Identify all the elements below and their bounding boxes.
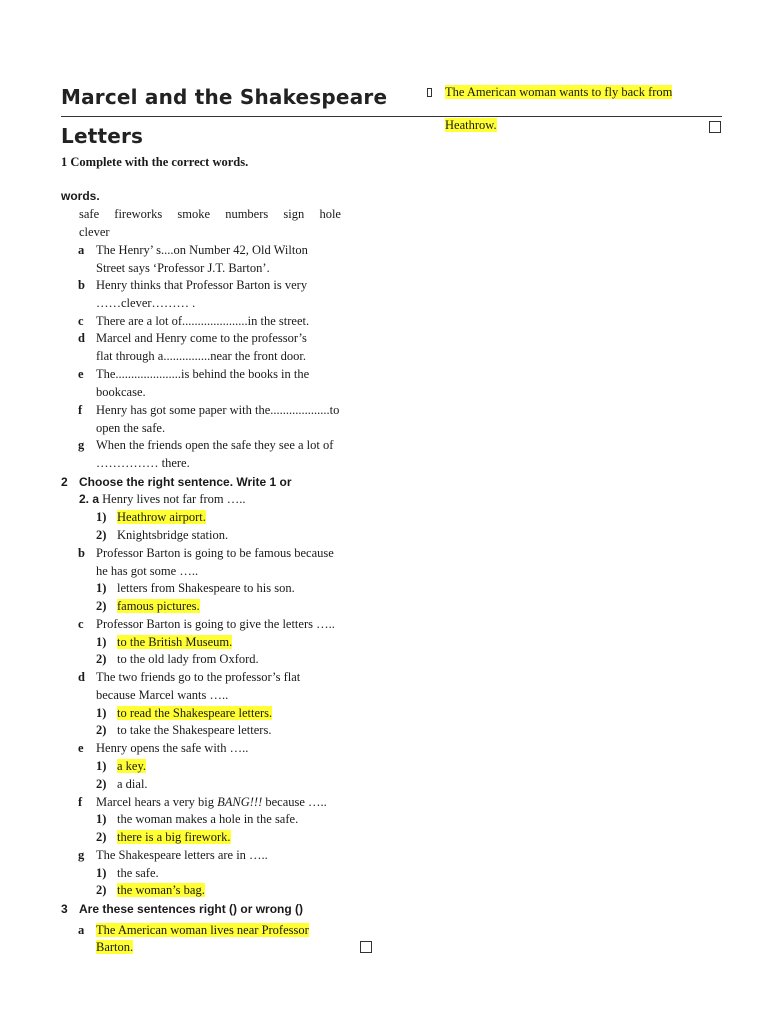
item-text: Henry has got some paper with the...................to	[96, 403, 340, 417]
item-text: The.....................is behind the books in the	[96, 367, 310, 381]
option-number: 1)	[96, 635, 107, 649]
option-text: the woman’s bag.	[117, 883, 205, 897]
section2-title: Choose the right sentence. Write 1 or	[79, 475, 292, 489]
option-text: famous pictures.	[117, 599, 200, 613]
option-text: to the British Museum.	[117, 635, 233, 649]
option-text: the safe.	[117, 866, 159, 880]
right-question-line1: The American woman wants to fly back from	[445, 85, 673, 99]
option-number: 2)	[96, 723, 107, 737]
item-letter: b	[78, 278, 85, 292]
item-text: open the safe.	[96, 421, 166, 435]
item-letter: g	[78, 848, 85, 862]
item-letter: f	[78, 403, 83, 417]
word-bank-item: sign	[283, 207, 305, 221]
item-letter: c	[78, 314, 84, 328]
item-text: The two friends go to the professor’s flat	[96, 670, 301, 684]
item-text: Henry lives not far from …..	[99, 492, 246, 506]
item-text: Professor Barton is going to give the letters …..	[96, 617, 335, 631]
option-text: there is a big firework.	[117, 830, 231, 844]
item-letter: a	[78, 243, 85, 257]
item-letter: e	[78, 367, 84, 381]
item-text: Marcel hears a very big BANG!!! because …..	[96, 795, 327, 809]
item-text: ……clever……… .	[96, 296, 196, 310]
item-letter: d	[78, 670, 85, 684]
section3-number: 3	[61, 902, 68, 916]
word-bank-item: smoke	[177, 207, 211, 221]
option-text: to take the Shakespeare letters.	[117, 723, 272, 737]
word-bank-item: numbers	[225, 207, 269, 221]
option-number: 2)	[96, 883, 107, 897]
option-text: to the old lady from Oxford.	[117, 652, 259, 666]
page-title-line1: Marcel and the Shakespeare	[61, 85, 388, 109]
option-text: a key.	[117, 759, 147, 773]
title-divider	[61, 116, 722, 117]
option-text: a dial.	[117, 777, 148, 791]
item-text: The Henry’ s....on Number 42, Old Wilton	[96, 243, 308, 257]
option-number: 1)	[96, 759, 107, 773]
option-number: 2)	[96, 830, 107, 844]
option-number: 2)	[96, 599, 107, 613]
section2-number: 2	[61, 475, 68, 489]
word-bank-item: clever	[79, 225, 110, 239]
item-letter: g	[78, 438, 85, 452]
option-text: Knightsbridge station.	[117, 528, 229, 542]
item-letter: e	[78, 741, 84, 755]
word-bank-item: safe	[79, 207, 100, 221]
section3-title: Are these sentences right () or wrong ()	[79, 902, 304, 916]
item-letter: b	[78, 546, 85, 560]
item-letter: a	[78, 923, 85, 937]
bullet-icon	[427, 88, 432, 97]
option-number: 1)	[96, 812, 107, 826]
item-text: bookcase.	[96, 385, 146, 399]
option-number: 2)	[96, 777, 107, 791]
section1-title: 1 Complete with the correct words.	[61, 155, 249, 169]
section2-title-cont: 2. a	[79, 492, 100, 506]
answer-checkbox[interactable]	[360, 941, 372, 953]
item-text: because Marcel wants …..	[96, 688, 229, 702]
page-title-line2: Letters	[61, 124, 144, 148]
option-number: 1)	[96, 510, 107, 524]
item-text: The Shakespeare letters are in …..	[96, 848, 268, 862]
item-text: he has got some …..	[96, 564, 199, 578]
right-question-line2: Heathrow.	[445, 118, 497, 132]
item-text: There are a lot of.....................in the street.	[96, 314, 310, 328]
option-number: 1)	[96, 581, 107, 595]
item-text: Henry thinks that Professor Barton is very	[96, 278, 308, 292]
item-letter: f	[78, 795, 83, 809]
item-text: Street says ‘Professor J.T. Barton’.	[96, 261, 270, 275]
option-number: 1)	[96, 866, 107, 880]
option-text: letters from Shakespeare to his son.	[117, 581, 295, 595]
item-text: When the friends open the safe they see a lot of	[96, 438, 334, 452]
option-text: the woman makes a hole in the safe.	[117, 812, 299, 826]
item-text: Barton.	[96, 940, 134, 954]
option-number: 2)	[96, 528, 107, 542]
section2-item-a	[79, 492, 246, 507]
item-text: Professor Barton is going to be famous because	[96, 546, 334, 560]
option-text: to read the Shakespeare letters.	[117, 706, 273, 720]
option-number: 1)	[96, 706, 107, 720]
word-bank-item: hole	[319, 207, 341, 221]
item-letter: c	[78, 617, 84, 631]
item-letter: d	[78, 331, 85, 345]
item-text: flat through a...............near the front door.	[96, 349, 307, 363]
option-text: Heathrow airport.	[117, 510, 206, 524]
word-bank-item: fireworks	[114, 207, 163, 221]
item-text: …………… there.	[96, 456, 190, 470]
words-label: words.	[61, 189, 100, 203]
word-bank	[79, 207, 341, 222]
item-text: Marcel and Henry come to the professor’s	[96, 331, 307, 345]
item-text: The American woman lives near Professor	[96, 923, 309, 937]
option-number: 2)	[96, 652, 107, 666]
item-text: Henry opens the safe with …..	[96, 741, 249, 755]
answer-checkbox[interactable]	[709, 121, 721, 133]
